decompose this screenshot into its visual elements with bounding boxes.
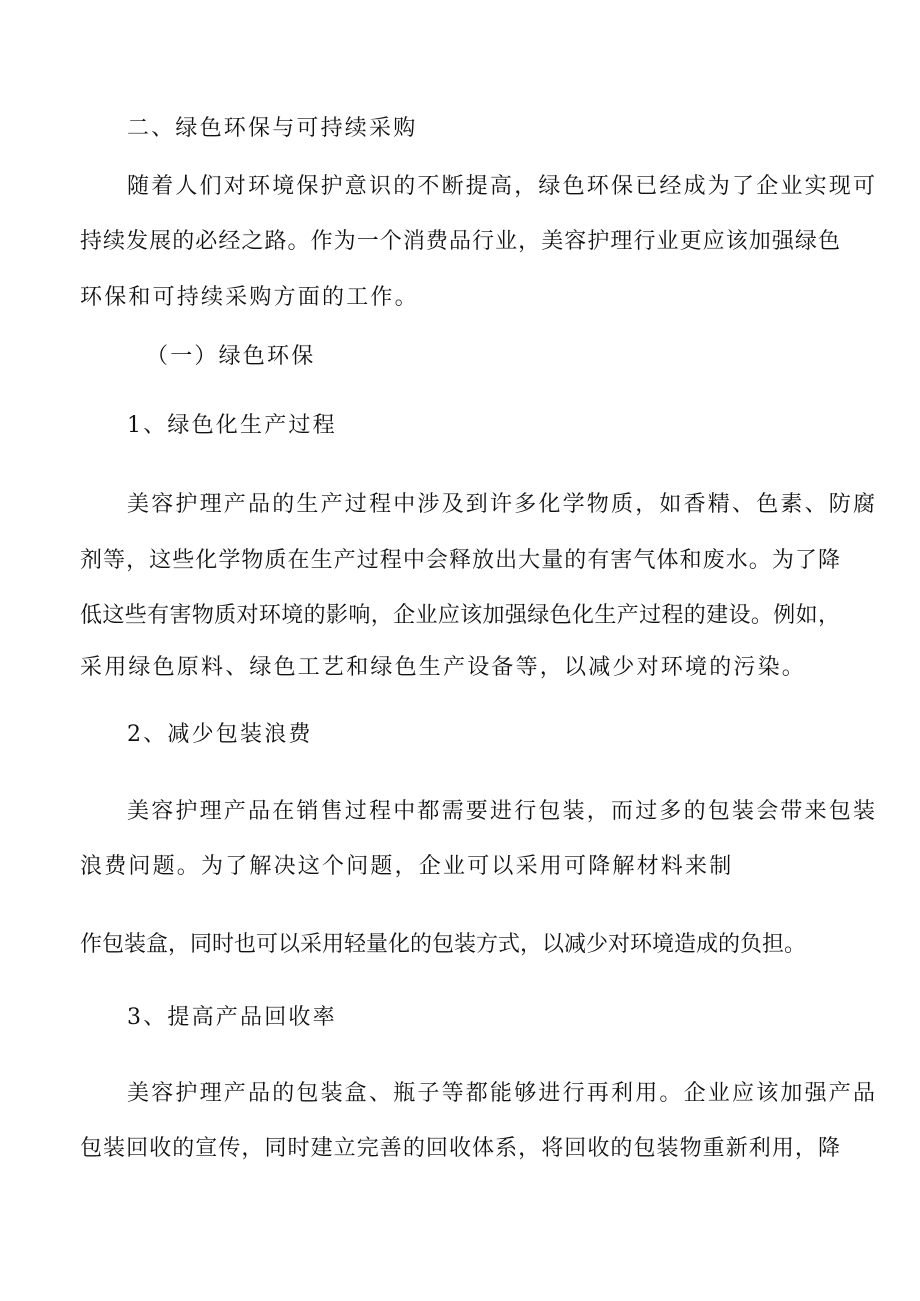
item-1-heading: 1、绿色化生产过程 [127, 413, 337, 438]
item-1-line-1: 美容护理产品的生产过程中涉及到许多化学物质，如香精、色素、防腐 [127, 492, 878, 517]
item-2-line-1: 美容护理产品在销售过程中都需要进行包装，而过多的包装会带来包装 [127, 799, 878, 824]
item-2-heading: 2、减少包装浪费 [127, 722, 313, 747]
subsection-heading: （一）绿色环保 [146, 344, 316, 369]
item-3-line-2: 包装回收的宣传，同时建立完善的回收体系，将回收的包装物重新利用，降 [80, 1136, 840, 1161]
section-heading: 二、绿色环保与可持续采购 [127, 116, 418, 141]
item-2-line-2: 浪费问题。为了解决这个问题，企业可以采用可降解材料来制 [80, 854, 734, 879]
intro-line-2: 持续发展的必经之路。作为一个消费品行业，美容护理行业更应该加强绿色 [80, 229, 840, 254]
item-1-line-3: 低这些有害物质对环境的影响，企业应该加强绿色化生产过程的建设。例如， [80, 603, 840, 628]
item-2-line-3: 作包装盒，同时也可以采用轻量化的包装方式，以减少对环境造成的负担。 [80, 932, 807, 957]
item-3-heading: 3、提高产品回收率 [127, 1005, 337, 1030]
intro-line-1: 随着人们对环境保护意识的不断提高，绿色环保已经成为了企业实现可 [127, 174, 878, 199]
item-1-line-4: 采用绿色原料、绿色工艺和绿色生产设备等，以减少对环境的污染。 [80, 655, 807, 680]
intro-line-3: 环保和可持续采购方面的工作。 [80, 285, 419, 310]
item-3-line-1: 美容护理产品的包装盒、瓶子等都能够进行再利用。企业应该加强产品 [127, 1081, 878, 1106]
item-1-line-2: 剂等，这些化学物质在生产过程中会释放出大量的有害气体和废水。为了降 [80, 548, 840, 573]
